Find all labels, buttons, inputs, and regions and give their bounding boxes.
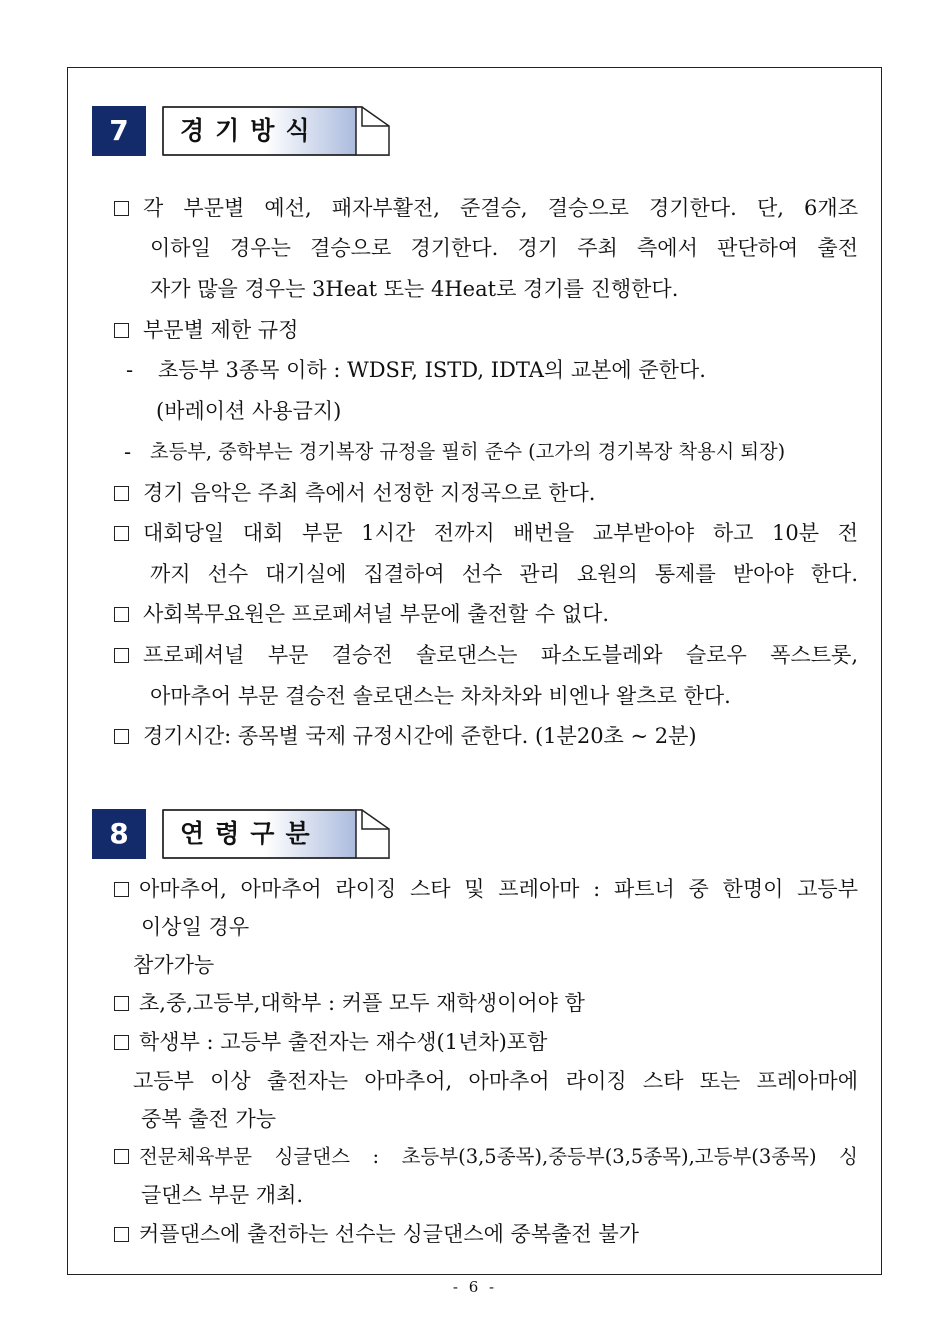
list-item: 아마추어, 아마추어 라이징 스타 및 프레아마 : 파트너 중 한명이 고등부 [114,874,858,904]
list-item-continuation: 고등부 이상 출전자는 아마추어, 아마추어 라이징 스타 또는 프레아마에 [133,1069,858,1093]
checkbox-square-icon [114,323,129,338]
list-item: 초,중,고등부,대학부 : 커플 모두 재학생이어야 함 [114,988,585,1018]
list-item-continuation: 까지 선수 대기실에 집결하여 선수 관리 요원의 통제를 받아야 한다. [150,562,858,586]
checkbox-square-icon [114,486,129,501]
dash-bullet: - [126,358,134,382]
list-item: 전문체육부문 싱글댄스 : 초등부(3,5종목),중등부(3,5종목),고등부(3종목) 싱 [114,1142,858,1172]
list-item-continuation: 글댄스 부문 개최. [141,1183,304,1207]
section-number-badge: 7 [92,106,146,156]
section-title: 경기방식 [180,116,321,145]
sub-item-continuation: (바레이션 사용금지) [156,399,342,423]
list-item-continuation: 이상일 경우 [141,915,250,939]
list-item: 각 부문별 예선, 패자부활전, 준결승, 결승으로 경기한다. 단, 6개조 [114,193,858,223]
checkbox-square-icon [114,1149,129,1164]
dash-bullet: - [124,440,132,464]
list-item: 사회복무요원은 프로페셔널 부문에 출전할 수 없다. [114,599,609,629]
sub-item: 초등부, 중학부는 경기복장 규정을 필히 준수 (고가의 경기복장 착용시 퇴장) [150,440,786,463]
checkbox-square-icon [114,1035,129,1050]
list-item: 대회당일 대회 부문 1시간 전까지 배번을 교부받아야 하고 10분 전 [114,518,858,548]
checkbox-square-icon [114,526,129,541]
checkbox-square-icon [114,201,129,216]
list-item: 학생부 : 고등부 출전자는 재수생(1년차)포함 [114,1027,547,1057]
list-item: 프로페셔널 부문 결승전 솔로댄스는 파소도블레와 슬로우 폭스트롯, [114,640,858,670]
list-item: 커플댄스에 출전하는 선수는 싱글댄스에 중복출전 불가 [114,1219,639,1249]
page-number: - 6 - [452,1278,498,1296]
section-title-tag [162,106,390,156]
section-number-badge: 8 [92,809,146,859]
checkbox-square-icon [114,996,129,1011]
list-item-continuation: 자가 많을 경우는 3Heat 또는 4Heat로 경기를 진행한다. [150,277,679,301]
list-item-continuation: 아마추어 부문 결승전 솔로댄스는 차차차와 비엔나 왈츠로 한다. [150,684,731,708]
section-title-tag [162,809,390,859]
sub-item: 초등부 3종목 이하 : WDSF, ISTD, IDTA의 교본에 준한다. [158,358,706,382]
list-item-continuation: 중복 출전 가능 [141,1107,277,1131]
checkbox-square-icon [114,882,129,897]
checkbox-square-icon [114,648,129,663]
checkbox-square-icon [114,1227,129,1242]
section-title: 연령구분 [180,819,321,848]
checkbox-square-icon [114,729,129,744]
checkbox-square-icon [114,607,129,622]
list-item-continuation: 이하일 경우는 결승으로 경기한다. 경기 주최 측에서 판단하여 출전 [150,236,858,260]
list-item: 부문별 제한 규정 [114,315,298,345]
list-item: 경기 음악은 주최 측에서 선정한 지정곡으로 한다. [114,478,595,508]
list-item: 경기시간: 종목별 국제 규정시간에 준한다. (1분20초 ~ 2분) [114,721,697,751]
list-item-continuation: 참가가능 [133,953,215,977]
